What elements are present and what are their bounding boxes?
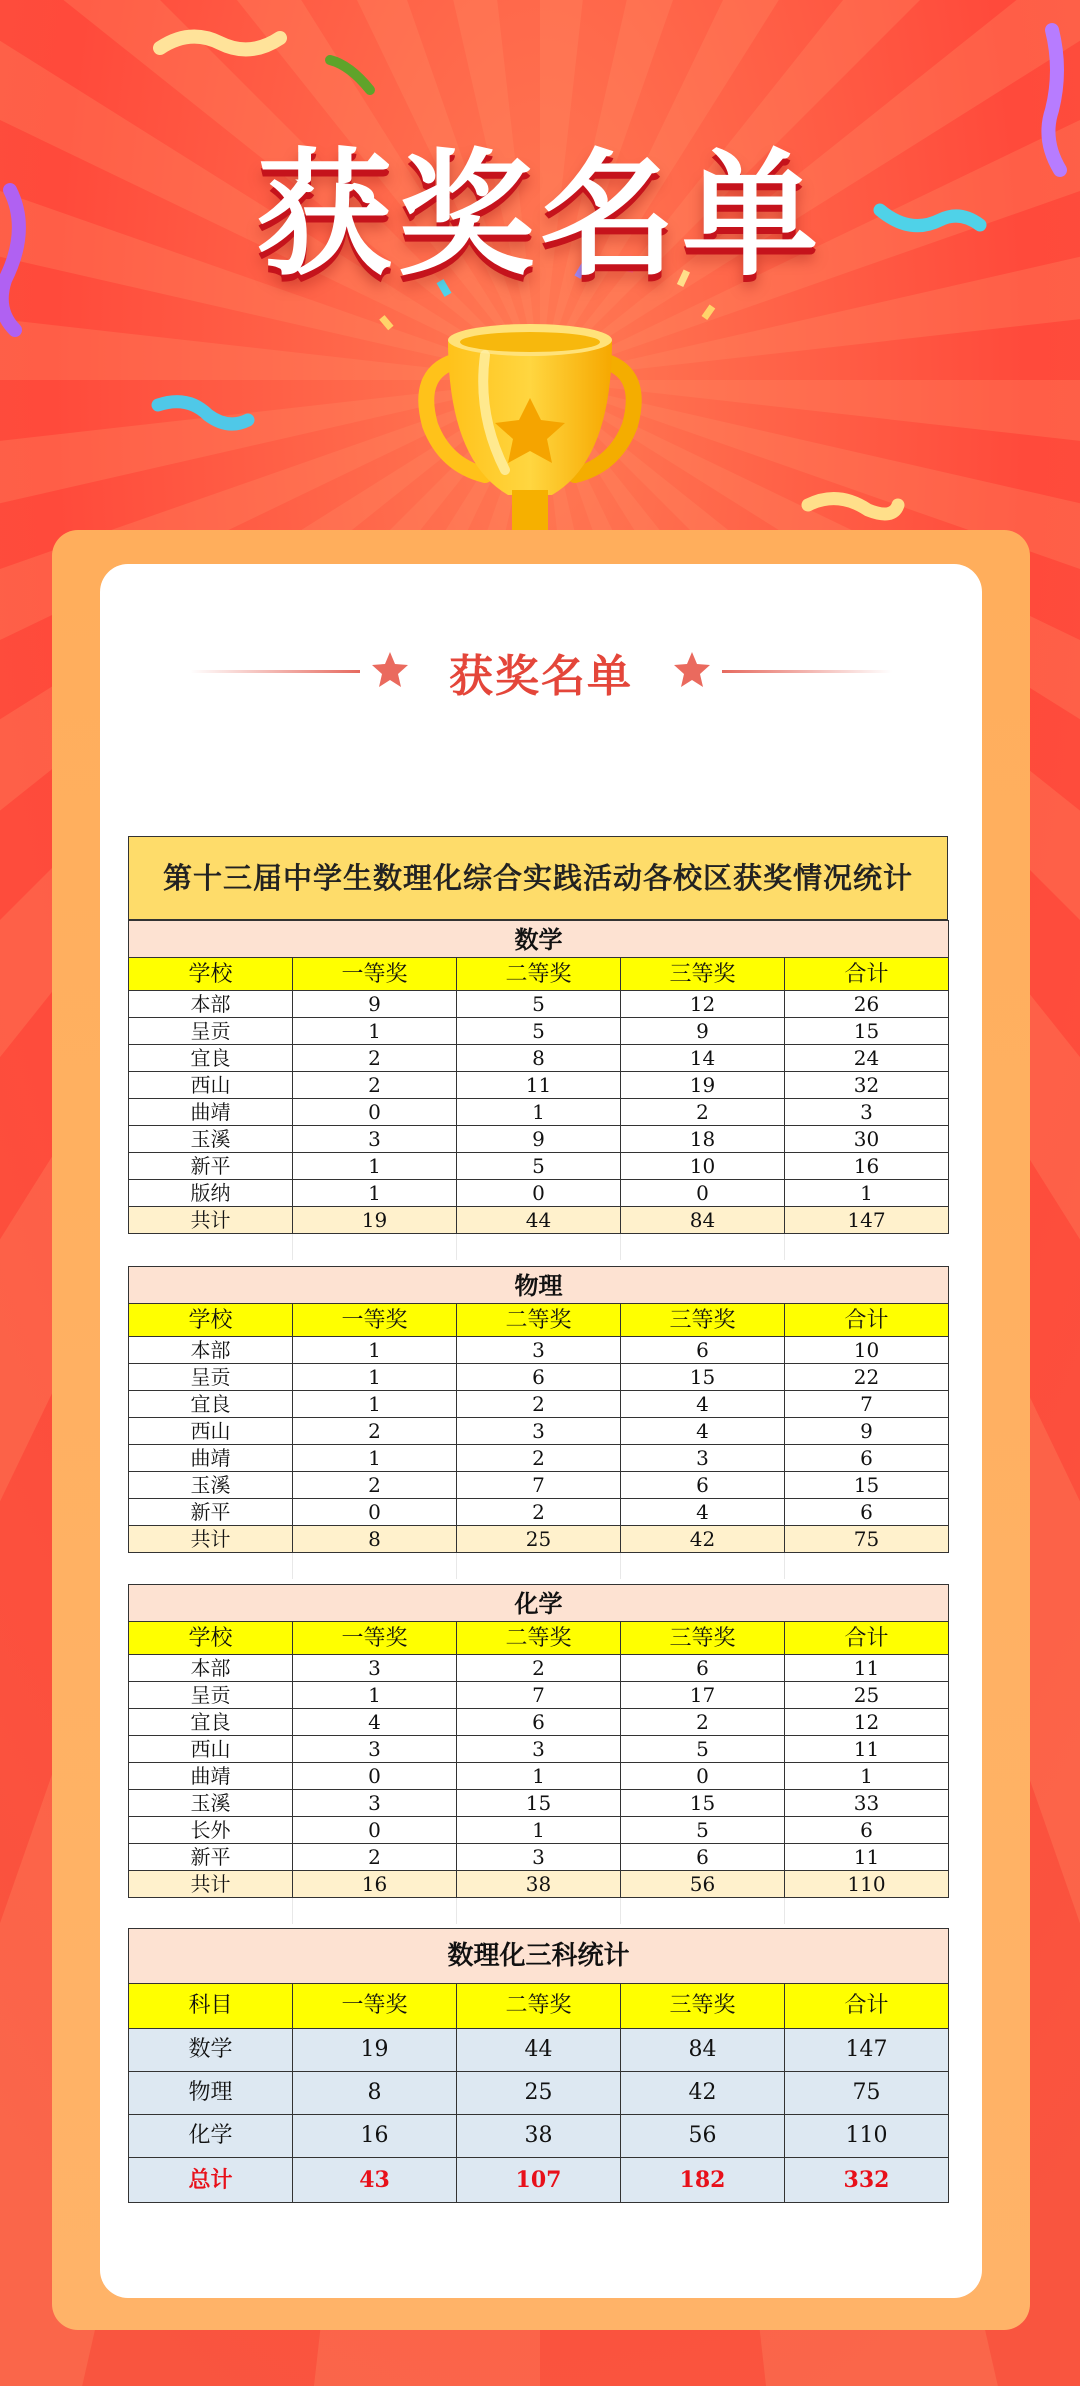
trophy-icon — [410, 300, 650, 540]
table-row — [129, 1045, 949, 1072]
column-header: 合计 — [785, 1984, 949, 2029]
school-cell: 西山 — [129, 1736, 293, 1763]
main-title: 第十三届中学生数理化综合实践活动各校区获奖情况统计 — [128, 836, 948, 920]
value-cell: 15 — [621, 1364, 785, 1391]
column-header: 一等奖 — [293, 958, 457, 991]
value-cell: 6 — [785, 1445, 949, 1472]
total-value: 8 — [293, 1526, 457, 1553]
table-row — [129, 1499, 949, 1526]
value-cell: 1 — [293, 1682, 457, 1709]
table-row — [129, 1445, 949, 1472]
table-row — [129, 1763, 949, 1790]
physics-table — [128, 1266, 949, 1579]
table-row — [129, 1655, 949, 1682]
value-cell: 11 — [785, 1844, 949, 1871]
value-cell: 75 — [785, 2072, 949, 2115]
value-cell: 9 — [785, 1418, 949, 1445]
value-cell: 15 — [785, 1472, 949, 1499]
column-header: 合计 — [785, 1622, 949, 1655]
column-header: 二等奖 — [457, 1984, 621, 2029]
table-row — [129, 1817, 949, 1844]
total-value: 38 — [457, 1871, 621, 1898]
table-row — [129, 1072, 949, 1099]
value-cell: 3 — [457, 1736, 621, 1763]
column-header: 三等奖 — [621, 1304, 785, 1337]
value-cell: 4 — [621, 1418, 785, 1445]
spacer-row — [129, 1898, 949, 1925]
spacer-cell — [785, 1898, 949, 1925]
header-row — [129, 958, 949, 991]
header-row — [129, 1984, 949, 2029]
value-cell: 2 — [293, 1472, 457, 1499]
value-cell: 4 — [293, 1709, 457, 1736]
value-cell: 2 — [621, 1709, 785, 1736]
school-cell: 宜良 — [129, 1709, 293, 1736]
column-header: 三等奖 — [621, 1984, 785, 2029]
table-row — [129, 1099, 949, 1126]
value-cell: 0 — [293, 1763, 457, 1790]
value-cell: 19 — [621, 1072, 785, 1099]
value-cell: 6 — [621, 1337, 785, 1364]
value-cell: 84 — [621, 2029, 785, 2072]
section-title: 数理化三科统计 — [129, 1929, 949, 1984]
value-cell: 2 — [457, 1499, 621, 1526]
value-cell: 11 — [785, 1736, 949, 1763]
value-cell: 19 — [293, 2029, 457, 2072]
total-label: 共计 — [129, 1871, 293, 1898]
math-table — [128, 920, 949, 1260]
star-icon — [672, 650, 712, 690]
value-cell: 4 — [621, 1391, 785, 1418]
total-value: 56 — [621, 1871, 785, 1898]
grand-total-value: 332 — [785, 2158, 949, 2203]
value-cell: 1 — [457, 1763, 621, 1790]
value-cell: 3 — [457, 1418, 621, 1445]
value-cell: 18 — [621, 1126, 785, 1153]
section-title-row — [129, 921, 949, 958]
value-cell: 33 — [785, 1790, 949, 1817]
school-cell: 曲靖 — [129, 1099, 293, 1126]
school-cell: 新平 — [129, 1153, 293, 1180]
table-row — [129, 1391, 949, 1418]
value-cell: 1 — [785, 1180, 949, 1207]
spacer-cell — [785, 1234, 949, 1261]
value-cell: 25 — [785, 1682, 949, 1709]
value-cell: 110 — [785, 2115, 949, 2158]
school-cell: 曲靖 — [129, 1763, 293, 1790]
value-cell: 56 — [621, 2115, 785, 2158]
value-cell: 8 — [293, 2072, 457, 2115]
value-cell: 6 — [785, 1817, 949, 1844]
hero-title: 获奖名单 — [256, 137, 824, 295]
section-title-row — [129, 1585, 949, 1622]
value-cell: 0 — [293, 1099, 457, 1126]
total-value: 44 — [457, 1207, 621, 1234]
spacer-cell — [457, 1553, 621, 1580]
value-cell: 5 — [457, 1018, 621, 1045]
table-row — [129, 2029, 949, 2072]
school-cell: 呈贡 — [129, 1018, 293, 1045]
value-cell: 0 — [621, 1180, 785, 1207]
table-row — [129, 1709, 949, 1736]
total-row — [129, 1526, 949, 1553]
value-cell: 3 — [785, 1099, 949, 1126]
value-cell: 22 — [785, 1364, 949, 1391]
value-cell: 9 — [293, 991, 457, 1018]
school-cell: 玉溪 — [129, 1472, 293, 1499]
school-cell: 新平 — [129, 1499, 293, 1526]
school-cell: 本部 — [129, 1337, 293, 1364]
value-cell: 38 — [457, 2115, 621, 2158]
total-value: 75 — [785, 1526, 949, 1553]
school-cell: 本部 — [129, 1655, 293, 1682]
spacer-cell — [293, 1234, 457, 1261]
value-cell: 3 — [457, 1337, 621, 1364]
subject-cell: 化学 — [129, 2115, 293, 2158]
total-value: 19 — [293, 1207, 457, 1234]
column-header: 一等奖 — [293, 1622, 457, 1655]
value-cell: 1 — [293, 1391, 457, 1418]
grand-total-value: 43 — [293, 2158, 457, 2203]
section-title: 物理 — [129, 1267, 949, 1304]
grand-total-label: 总计 — [129, 2158, 293, 2203]
school-cell: 呈贡 — [129, 1364, 293, 1391]
value-cell: 3 — [293, 1790, 457, 1817]
school-cell: 西山 — [129, 1072, 293, 1099]
school-cell: 宜良 — [129, 1045, 293, 1072]
column-header: 科目 — [129, 1984, 293, 2029]
value-cell: 3 — [621, 1445, 785, 1472]
total-row — [129, 1871, 949, 1898]
column-header: 学校 — [129, 958, 293, 991]
value-cell: 15 — [457, 1790, 621, 1817]
value-cell: 6 — [621, 1655, 785, 1682]
value-cell: 15 — [785, 1018, 949, 1045]
value-cell: 6 — [457, 1364, 621, 1391]
section-title-row — [129, 1929, 949, 1984]
value-cell: 17 — [621, 1682, 785, 1709]
value-cell: 30 — [785, 1126, 949, 1153]
section-title: 化学 — [129, 1585, 949, 1622]
value-cell: 7 — [785, 1391, 949, 1418]
column-header: 三等奖 — [621, 1622, 785, 1655]
value-cell: 1 — [293, 1180, 457, 1207]
table-row — [129, 1682, 949, 1709]
value-cell: 9 — [621, 1018, 785, 1045]
column-header: 二等奖 — [457, 1304, 621, 1337]
section-title-row — [129, 1267, 949, 1304]
column-header: 一等奖 — [293, 1304, 457, 1337]
value-cell: 32 — [785, 1072, 949, 1099]
value-cell: 1 — [785, 1763, 949, 1790]
table-row — [129, 2115, 949, 2158]
summary-table — [128, 1928, 949, 2203]
table-row — [129, 2072, 949, 2115]
spacer-cell — [457, 1234, 621, 1261]
table-row — [129, 1018, 949, 1045]
total-label: 共计 — [129, 1207, 293, 1234]
value-cell: 6 — [785, 1499, 949, 1526]
spacer-cell — [293, 1898, 457, 1925]
school-cell: 玉溪 — [129, 1790, 293, 1817]
value-cell: 3 — [457, 1844, 621, 1871]
school-cell: 版纳 — [129, 1180, 293, 1207]
total-value: 25 — [457, 1526, 621, 1553]
subject-cell: 物理 — [129, 2072, 293, 2115]
value-cell: 11 — [785, 1655, 949, 1682]
table-row — [129, 1736, 949, 1763]
total-row — [129, 1207, 949, 1234]
value-cell: 0 — [621, 1763, 785, 1790]
value-cell: 2 — [293, 1418, 457, 1445]
table-row — [129, 1418, 949, 1445]
card-heading — [100, 630, 982, 710]
column-header: 合计 — [785, 1304, 949, 1337]
value-cell: 2 — [621, 1099, 785, 1126]
value-cell: 0 — [457, 1180, 621, 1207]
column-header: 学校 — [129, 1304, 293, 1337]
header-row — [129, 1304, 949, 1337]
spacer-row — [129, 1553, 949, 1580]
table-row — [129, 1844, 949, 1871]
school-cell: 西山 — [129, 1418, 293, 1445]
spacer-cell — [621, 1553, 785, 1580]
value-cell: 12 — [621, 991, 785, 1018]
spacer-cell — [621, 1234, 785, 1261]
school-cell: 长外 — [129, 1817, 293, 1844]
column-header: 合计 — [785, 958, 949, 991]
value-cell: 1 — [293, 1364, 457, 1391]
value-cell: 8 — [457, 1045, 621, 1072]
total-value: 110 — [785, 1871, 949, 1898]
school-cell: 玉溪 — [129, 1126, 293, 1153]
value-cell: 1 — [457, 1817, 621, 1844]
school-cell: 本部 — [129, 991, 293, 1018]
table-row — [129, 1337, 949, 1364]
value-cell: 3 — [293, 1736, 457, 1763]
spacer-cell — [785, 1553, 949, 1580]
table-row — [129, 1790, 949, 1817]
value-cell: 16 — [785, 1153, 949, 1180]
value-cell: 0 — [293, 1817, 457, 1844]
spacer-row — [129, 1234, 949, 1261]
value-cell: 2 — [293, 1844, 457, 1871]
column-header: 三等奖 — [621, 958, 785, 991]
table-row — [129, 1153, 949, 1180]
value-cell: 15 — [621, 1790, 785, 1817]
table-row — [129, 1364, 949, 1391]
spacer-cell — [129, 1234, 293, 1261]
school-cell: 宜良 — [129, 1391, 293, 1418]
value-cell: 10 — [785, 1337, 949, 1364]
section-title: 数学 — [129, 921, 949, 958]
total-value: 16 — [293, 1871, 457, 1898]
value-cell: 2 — [457, 1655, 621, 1682]
value-cell: 5 — [457, 1153, 621, 1180]
value-cell: 14 — [621, 1045, 785, 1072]
value-cell: 5 — [621, 1736, 785, 1763]
spacer-cell — [129, 1898, 293, 1925]
total-label: 共计 — [129, 1526, 293, 1553]
value-cell: 10 — [621, 1153, 785, 1180]
value-cell: 26 — [785, 991, 949, 1018]
value-cell: 25 — [457, 2072, 621, 2115]
value-cell: 11 — [457, 1072, 621, 1099]
grand-total-value: 182 — [621, 2158, 785, 2203]
subject-cell: 数学 — [129, 2029, 293, 2072]
value-cell: 24 — [785, 1045, 949, 1072]
total-value: 42 — [621, 1526, 785, 1553]
value-cell: 2 — [293, 1045, 457, 1072]
value-cell: 3 — [293, 1126, 457, 1153]
column-header: 二等奖 — [457, 958, 621, 991]
grand-total-value: 107 — [457, 2158, 621, 2203]
value-cell: 7 — [457, 1682, 621, 1709]
value-cell: 5 — [457, 991, 621, 1018]
value-cell: 6 — [457, 1709, 621, 1736]
value-cell: 4 — [621, 1499, 785, 1526]
column-header: 学校 — [129, 1622, 293, 1655]
spacer-cell — [621, 1898, 785, 1925]
table-row — [129, 1472, 949, 1499]
value-cell: 9 — [457, 1126, 621, 1153]
value-cell: 6 — [621, 1472, 785, 1499]
value-cell: 16 — [293, 2115, 457, 2158]
total-value: 84 — [621, 1207, 785, 1234]
value-cell: 1 — [457, 1099, 621, 1126]
school-cell: 新平 — [129, 1844, 293, 1871]
spacer-cell — [129, 1553, 293, 1580]
grand-total-row — [129, 2158, 949, 2203]
school-cell: 呈贡 — [129, 1682, 293, 1709]
table-row — [129, 1126, 949, 1153]
value-cell: 1 — [293, 1153, 457, 1180]
value-cell: 2 — [457, 1391, 621, 1418]
value-cell: 12 — [785, 1709, 949, 1736]
value-cell: 6 — [621, 1844, 785, 1871]
table-row — [129, 991, 949, 1018]
spacer-cell — [457, 1898, 621, 1925]
chemistry-table — [128, 1584, 949, 1924]
value-cell: 0 — [293, 1499, 457, 1526]
value-cell: 2 — [293, 1072, 457, 1099]
value-cell: 1 — [293, 1337, 457, 1364]
spacer-cell — [293, 1553, 457, 1580]
value-cell: 1 — [293, 1445, 457, 1472]
school-cell: 曲靖 — [129, 1445, 293, 1472]
column-header: 二等奖 — [457, 1622, 621, 1655]
header-row — [129, 1622, 949, 1655]
value-cell: 147 — [785, 2029, 949, 2072]
value-cell: 5 — [621, 1817, 785, 1844]
card-heading-text: 获奖名单 — [449, 651, 633, 702]
value-cell: 3 — [293, 1655, 457, 1682]
value-cell: 44 — [457, 2029, 621, 2072]
value-cell: 42 — [621, 2072, 785, 2115]
value-cell: 2 — [457, 1445, 621, 1472]
value-cell: 7 — [457, 1472, 621, 1499]
table-row — [129, 1180, 949, 1207]
total-value: 147 — [785, 1207, 949, 1234]
column-header: 一等奖 — [293, 1984, 457, 2029]
value-cell: 1 — [293, 1018, 457, 1045]
